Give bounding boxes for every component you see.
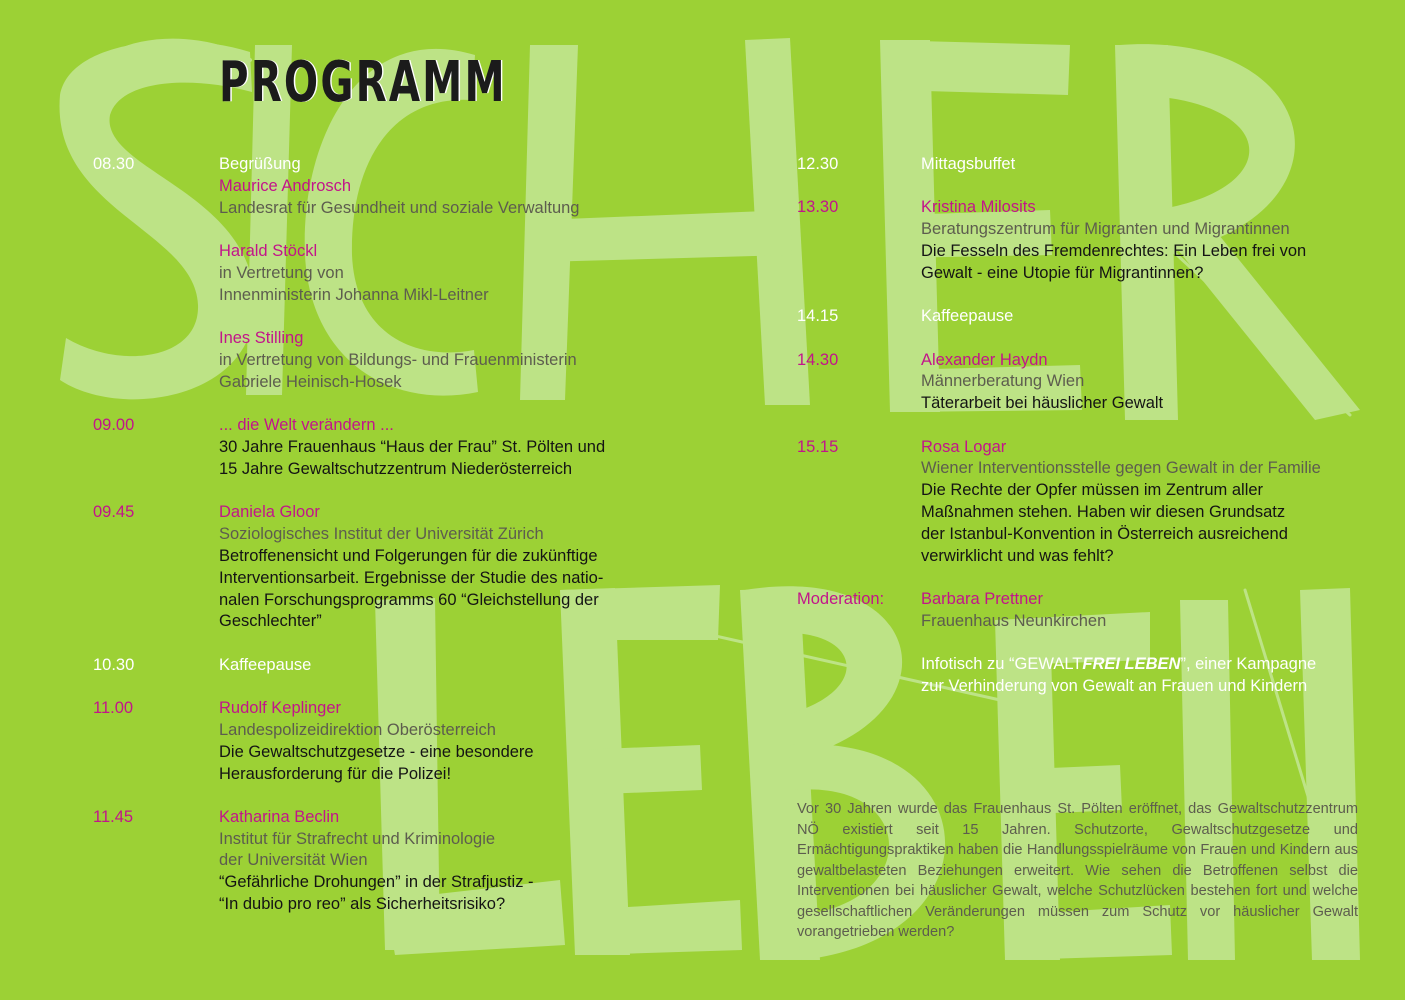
- entry-time: 11.00: [93, 699, 134, 718]
- speaker-affiliation: Wiener Interventionsstelle gegen Gewalt in der Familie: [921, 459, 1321, 478]
- entry-body: [921, 306, 1362, 328]
- spacer: [219, 219, 653, 241]
- entry-body: [921, 437, 1362, 568]
- speaker-name: Katharina Beclin: [219, 807, 340, 826]
- talk-topic: Geschlechter”: [219, 612, 322, 631]
- talk-topic: 30 Jahre Frauenhaus “Haus der Frau” St. Pölten und: [219, 438, 606, 457]
- program-entry-1515: [797, 437, 1362, 568]
- program-entry-1030: [93, 655, 653, 677]
- entry-body: [921, 589, 1362, 633]
- campaign-name-emphasis: FREI LEBEN: [1082, 655, 1181, 674]
- speaker-affiliation: Männerberatung Wien: [921, 372, 1085, 391]
- speaker-name: Barbara Prettner: [921, 589, 1043, 608]
- entry-time: 14.15: [797, 307, 839, 326]
- speaker-name: Maurice Androsch: [219, 176, 352, 195]
- info-table-note: [797, 654, 1362, 698]
- program-entry-1100: [93, 698, 653, 785]
- speaker-name: Harald Stöckl: [219, 242, 318, 261]
- talk-topic: Maßnahmen stehen. Haben wir diesen Grundsatz: [921, 502, 1286, 521]
- talk-topic: Interventionsarbeit. Ergebnisse der Studie des natio-: [219, 568, 604, 587]
- talk-topic: verwirklicht und was fehlt?: [921, 546, 1114, 565]
- program-column-right: [797, 154, 1362, 719]
- entry-time: 08.30: [93, 155, 135, 173]
- spacer: [219, 307, 653, 329]
- entry-heading: Kaffeepause: [921, 307, 1014, 326]
- info-line: [921, 654, 1362, 676]
- speaker-name: Rudolf Keplinger: [219, 699, 341, 718]
- program-entry-1430: [797, 350, 1362, 415]
- speaker-affiliation: Frauenhaus Neunkirchen: [921, 611, 1107, 630]
- entry-time: 09.45: [93, 503, 135, 522]
- talk-topic: nalen Forschungsprogramms 60 “Gleichstellung der: [219, 590, 599, 609]
- speaker-name: Alexander Haydn: [921, 350, 1048, 369]
- entry-body: [219, 415, 653, 480]
- entry-time: 14.30: [797, 350, 839, 369]
- talk-topic: Die Fesseln des Fremdenrechtes: Ein Leben frei von: [921, 241, 1307, 260]
- program-entry-0900: [93, 415, 653, 480]
- program-entry-1145: [93, 807, 653, 916]
- talk-topic: Herausforderung für die Polizei!: [219, 764, 452, 783]
- entry-heading: Kaffeepause: [219, 655, 312, 674]
- program-entry-0830: [93, 154, 653, 394]
- talk-topic: Täterarbeit bei häuslicher Gewalt: [921, 394, 1164, 413]
- program-column-left: [93, 154, 653, 937]
- program-entry-1415: [797, 306, 1362, 328]
- intro-paragraph: Vor 30 Jahren wurde das Frauenhaus St. Pölten eröffnet, das Gewaltschutzzentrum NÖ existiert seit 15 Jahren. Schutzorte, Gewaltschutzgesetze und Ermächtigungspraktiken haben die Handlungsspielräume von Frauen und Kindern aus gewaltbelasteten Beziehungen erweitert. Wie sehen die Betroffenen selbst die Interventionen bei häuslicher Gewalt, welche Schutzlücken bestehen fort und welche gesellschaftlichen Veränderungen müssen zum Schutz vor häuslicher Gewalt vorangetrieben werden?: [797, 801, 1358, 940]
- talk-topic: der Istanbul-Konvention in Österreich ausreichend: [921, 524, 1288, 543]
- entry-body: [219, 154, 653, 394]
- page-title: PROGRAMM: [219, 50, 507, 115]
- speaker-affiliation: Landesrat für Gesundheit und soziale Verwaltung: [219, 198, 580, 217]
- speaker-affiliation: Beratungszentrum für Migranten und Migrantinnen: [921, 220, 1290, 239]
- entry-body: [219, 502, 653, 633]
- speaker-affiliation: Innenministerin Johanna Mikl-Leitner: [219, 285, 489, 304]
- moderation-entry: [797, 589, 1362, 633]
- speaker-affiliation: Institut für Strafrecht und Kriminologie: [219, 829, 496, 848]
- entry-time: 10.30: [93, 655, 135, 674]
- entry-time: 13.30: [797, 198, 839, 217]
- speaker-affiliation: Soziologisches Institut der Universität Zürich: [219, 525, 544, 544]
- speaker-affiliation: Landespolizeidirektion Oberösterreich: [219, 720, 496, 739]
- speaker-name: Ines Stilling: [219, 329, 304, 348]
- entry-time: 12.30: [797, 155, 839, 173]
- program-entry-1230: [797, 154, 1362, 176]
- moderation-label: Moderation:: [797, 589, 885, 608]
- info-text-post: ”, einer Kampagne: [1180, 655, 1317, 674]
- program-entry-1330: [797, 197, 1362, 284]
- entry-body: [921, 154, 1362, 176]
- speaker-affiliation: Gabriele Heinisch-Hosek: [219, 372, 402, 391]
- talk-topic: Die Gewaltschutzgesetze - eine besondere: [219, 742, 534, 761]
- speaker-name: Daniela Gloor: [219, 503, 320, 522]
- entry-title: ... die Welt verändern ...: [219, 416, 394, 435]
- entry-body: [219, 807, 653, 916]
- entry-body: [921, 350, 1362, 415]
- entry-time: 15.15: [797, 437, 839, 456]
- speaker-affiliation: in Vertretung von: [219, 263, 344, 282]
- talk-topic: “Gefährliche Drohungen” in der Strafjustiz -: [219, 873, 534, 892]
- entry-body: [219, 655, 653, 677]
- talk-topic: Gewalt - eine Utopie für Migrantinnen?: [921, 263, 1204, 282]
- entry-heading: Begrüßung: [219, 155, 301, 173]
- entry-time: 09.00: [93, 416, 135, 435]
- entry-heading: Mittagsbuffet: [921, 155, 1016, 173]
- talk-topic: “In dubio pro reo” als Sicherheitsrisiko?: [219, 895, 506, 914]
- entry-body: [921, 654, 1362, 698]
- info-text-pre: Infotisch zu “GEWALT: [921, 655, 1083, 674]
- speaker-affiliation: in Vertretung von Bildungs- und Frauenministerin: [219, 351, 577, 370]
- program-entry-0945: [93, 502, 653, 633]
- speaker-name: Rosa Logar: [921, 437, 1007, 456]
- talk-topic: Die Rechte der Opfer müssen im Zentrum aller: [921, 481, 1264, 500]
- talk-topic: Betroffenensicht und Folgerungen für die zukünftige: [219, 546, 598, 565]
- speaker-name: Kristina Milosits: [921, 198, 1036, 217]
- entry-body: [219, 698, 653, 785]
- entry-body: [921, 197, 1362, 284]
- entry-time: 11.45: [93, 807, 134, 826]
- info-line: zur Verhinderung von Gewalt an Frauen und Kindern: [921, 676, 1308, 695]
- talk-topic: 15 Jahre Gewaltschutzzentrum Niederösterreich: [219, 459, 573, 478]
- speaker-affiliation: der Universität Wien: [219, 851, 368, 870]
